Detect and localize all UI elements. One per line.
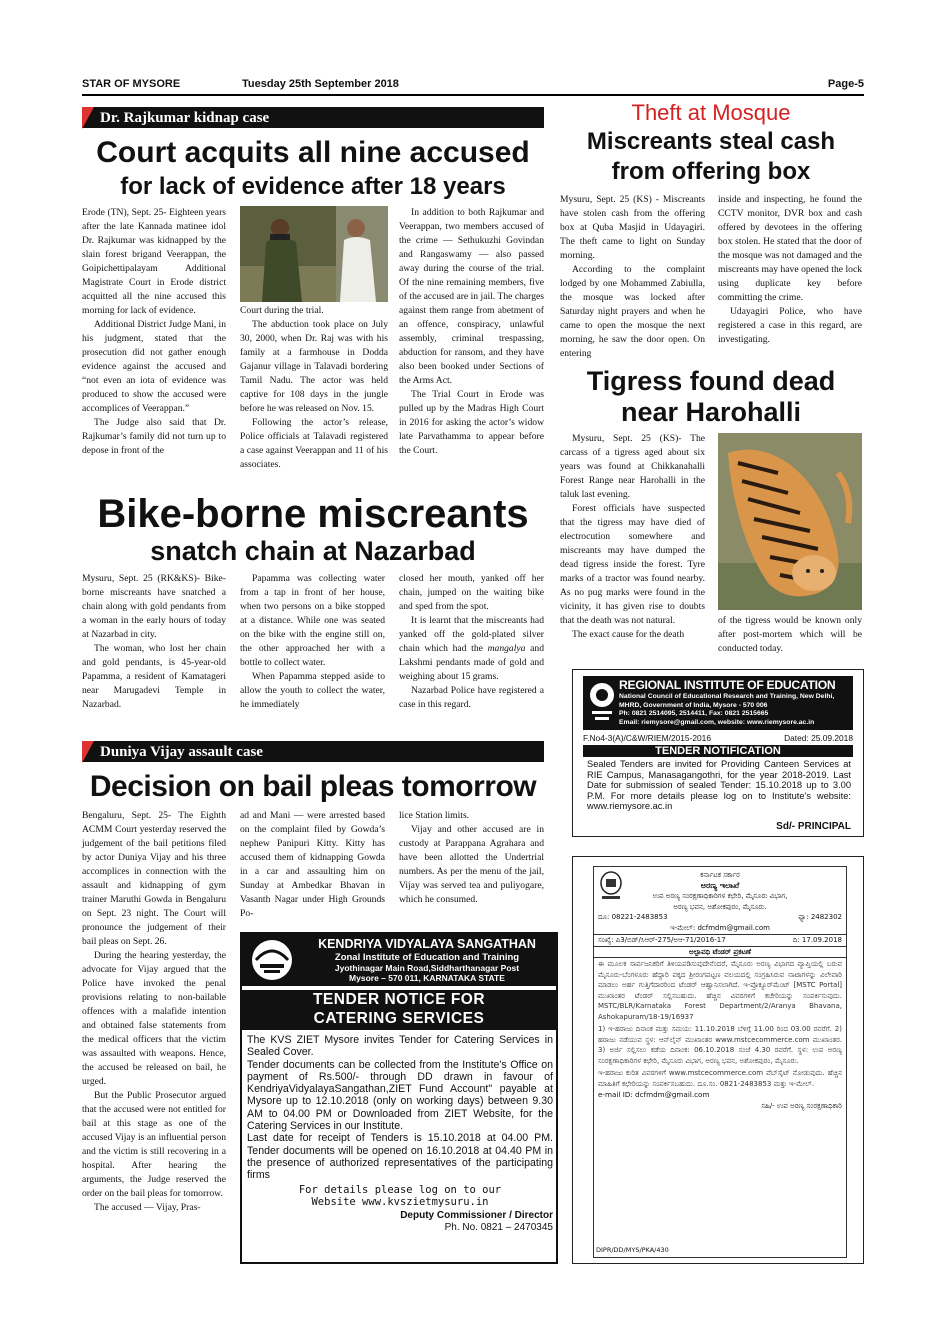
rie-ref: F.No4-3(A)/C&W/RIEM/2015-2016 xyxy=(583,733,711,743)
paragraph: Court during the trial. xyxy=(240,305,324,316)
kvs-website: Website www.kvszietmysuru.in xyxy=(311,1195,489,1208)
kvs-heading-line2: CATERING SERVICES xyxy=(313,1010,485,1027)
paragraph: Udayagiri Police, who have registered a case in this regard, are investigating. xyxy=(718,306,862,345)
forest-body2: 1) ಇ-ಹರಾಜು ದಿನಾಂಕ ಮತ್ತು ಸಮಯ: 11.10.2018 ಬೆಳಿಗ್ಗೆ 11.00 ರಿಂದ 03.00 ರವರೆಗೆ. 2) ಹರಾಜು ನಡೆಯುವ ಸ್ಥಳ: ಆನ್‌ಲೈನ್ ಮುಖಾಂತರ www.mstcecommerce.com ಮುಖಾಂತರ. 3) ಅರ್ಜಿ ಸಲ್ಲಿಸಲು ಕಡೆಯ ದಿನಾಂಕ: 06.10.2018 ಸಂಜೆ 4.30 ರವರೆಗೆ. ಸ್ಥಳ: ಉಪ ಅರಣ್ಯ ಸಂರಕ್ಷಣಾಧಿಕಾರಿಗಳ ಕಛೇರಿ, ಮೈಸೂರು ವಿಭಾಗ, ಅರಣ್ಯ ಭವನ, ಅಶೋಕಪುರಂ, ಮೈಸೂರು. xyxy=(598,1025,842,1065)
story4-col3 xyxy=(399,572,544,712)
kvs-details: For details please log on to our xyxy=(298,1183,502,1196)
forest-heading: ಅಲ್ಪಾವಧಿ ಟೆಂಡರ್ ಪ್ರಕಟಣೆ xyxy=(594,947,846,959)
story2-col2 xyxy=(718,193,862,347)
kvs-tender-ad xyxy=(240,932,558,1264)
paragraph: lice Station limits. xyxy=(399,810,470,821)
story1-subheadline: for lack of evidence after 18 years xyxy=(120,173,506,200)
forest-l4: ಅರಣ್ಯ ಭವನ, ಅಶೋಕಪುರಂ, ಮೈಸೂರು. xyxy=(673,902,767,911)
paper-name: STAR OF MYSORE xyxy=(82,78,181,90)
paragraph: According to the complaint lodged by one Mohammed Zabiulla, the mosque was locked after Saturday night prayers and when he came to open the mosque the next morning, he saw the door open. On entering xyxy=(560,264,705,359)
story5-col1 xyxy=(82,809,226,1215)
paragraph: In addition to both Rajkumar and Veerappan, two members accused of the crime — Sethukuzhi Govindan and Rangaswamy — also passed away during the course of the trial. Of the nine remaining members, five of the accused are in jail. The charges against them range from abetment of an offence, conspiracy, unlawful assembly, criminal trespassing, abduction for ransom, and they have also been booked under Sections of the Arms Act. xyxy=(399,207,544,386)
kvs-logo-icon xyxy=(248,938,296,982)
paragraph: The exact cause for the death xyxy=(572,629,685,640)
paragraph: Mysuru, Sept. 25 (RK&KS)- Bike-borne miscreants have snatched a chain along with gold pendants from a woman in the early hours of today at Nazarbad in city. xyxy=(82,573,226,640)
story2-subheadline: from offering box xyxy=(611,158,811,185)
kvs-sub1: Zonal Institute of Education and Training xyxy=(334,952,520,963)
story4-subheadline: snatch chain at Nazarbad xyxy=(150,536,476,566)
paragraph: inside and inspecting, he found the CCTV monitor, DVR box and cash offered by devotees in the offering box stolen. He stated that the door of the mosque was not damaged and the miscreants may have opened the lock using duplicate key before committing the crime. xyxy=(718,194,862,303)
kvs-heading xyxy=(242,990,556,1030)
kvs-sign: Deputy Commissioner / Director xyxy=(400,1210,553,1222)
kvs-sub3: Mysore – 570 011, KARNATAKA STATE xyxy=(349,973,505,983)
story4-col1 xyxy=(82,572,226,712)
rie-body: Sealed Tenders are invited for Providing Canteen Services at RIE Campus, Manasagangothri, for the year 2018-2019. Last Date for submission of sealed Tender: 15.10.2018 up to 3.00 P.M. For more details please log on to Institute's website: www.riemysore.ac.in xyxy=(587,759,851,812)
kvs-sub2: Jyothinagar Main Road,Siddharthanagar Post xyxy=(334,963,520,973)
story5-kicker: Duniya Vijay assault case xyxy=(82,741,544,762)
paragraph: Following the actor’s release, Police officials at Talavadi registered a case against Veerappan and 11 of his associates. xyxy=(240,417,388,470)
story5-col2 xyxy=(240,809,385,921)
paragraph: The woman, who lost her chain and gold pendants, is 45-year-old Papamma, a resident of Kamatageri near Marugadevi Temple in Nazarbad. xyxy=(82,643,226,710)
kvs-paragraph: Last date for receipt of Tenders is 15.10.2018 at 04.00 PM. Tender documents will be opened on 16.10.2018 at 04.40 PM in the presence of authorized representatives of the participating firms xyxy=(247,1132,553,1182)
forest-sign: ಸಹಿ/- ಉಪ ಅರಣ್ಯ ಸಂರಕ್ಷಣಾಧಿಕಾರಿ xyxy=(761,1101,842,1110)
text-run-italic: mangalya xyxy=(487,643,526,654)
story2-col1 xyxy=(560,193,705,361)
rie-header xyxy=(583,676,853,730)
kvs-header xyxy=(242,934,556,986)
kvs-phone: Ph. No. 0821 – 2470345 xyxy=(444,1222,553,1234)
paragraph: Forest officials have suspected that the tigress may have died of electrocution somewhere and miscreants may have dumped the dead tigress inside the forest. Tyre marks of a tractor was found nearby. As no pug marks were found in the vicinity, it has given rise to doubts that the death was not natural. xyxy=(560,503,705,626)
story5-col3 xyxy=(399,809,544,907)
story2-headline: Miscreants steal cash xyxy=(586,128,836,155)
forest-tender-ad xyxy=(572,856,864,1264)
forest-l1: ಕರ್ನಾಟಕ ಸರ್ಕಾರ xyxy=(700,871,740,879)
paragraph: Vijay and other accused are in custody at Parappana Agrahara and have been allotted the Undertrial numbers. As per the menu of the jail, Vijay was served tea and puliyogare, which he consumed. xyxy=(399,824,544,905)
story5-headline: Decision on bail pleas tomorrow xyxy=(89,770,537,803)
rie-line4: Email: riemysore@gmail.com, website: www.riemysore.ac.in xyxy=(619,718,815,726)
kvs-body xyxy=(247,1034,553,1235)
rie-sign: Sd/- PRINCIPAL xyxy=(776,821,851,832)
paragraph: Additional District Judge Mani, in his judgment, stated that the prosecution did not gather enough evidence against the accused and “not even an iota of evidence was produced to show the accused were accomplices of Veerappan.” xyxy=(82,319,226,414)
forest-code: DIPR/DD/MYS/PKA/430 xyxy=(596,1245,669,1254)
forest-date: ದಿ: 17.09.2018 xyxy=(792,935,842,944)
paragraph: The Judge also said that Dr. Rajkumar’s family did not turn up to depose in front of the xyxy=(82,417,226,456)
rie-line1: National Council of Educational Research and Training, New Delhi, xyxy=(619,693,835,700)
story1-col1 xyxy=(82,206,226,458)
masthead-rule xyxy=(82,94,864,96)
paragraph: Bengaluru, Sept. 25- The Eighth ACMM Court yesterday reserved the judgement of the bail petitions filed by actor Duniya Vijay and his three accomplices in connection with the assault and kidnapping of gym trainer Maruthi Gowda in Bengaluru on Sept. 23 night. The Court will pronounce the judgement of their bail pleas on Sept. 26. xyxy=(82,810,226,947)
text-run: It is learnt that the miscreants had yanked off the gold-plated silver chain which had the xyxy=(399,615,544,654)
forest-ref: ಸಂಖ್ಯೆ: ಪಿ3/ಬಿಡ್/ಸಿಆರ್-275/ಅಆ-71/2016-17 xyxy=(598,935,726,944)
paragraph: But the Public Prosecutor argued that the accused were not entitled for bail at this stage as one of the accused Vijay is an influential person and the victim is still recovering in a hospital. After hearing the arguments, the Judge reserved the order on the bail pleas for tomorrow. xyxy=(82,1090,226,1199)
rie-line3: Ph: 0821 2514095, 2514411, Fax: 0821 2515665 xyxy=(619,710,769,717)
forest-ref-row xyxy=(594,935,846,947)
rajkumar-veerappan-photo xyxy=(240,206,388,302)
kvs-paragraph: The KVS ZIET Mysore invites Tender for Catering Services in Sealed Cover. xyxy=(247,1034,553,1059)
story3-subheadline: near Harohalli xyxy=(620,397,802,427)
forest-email2: e-mail ID: dcfmdm@gmail.com xyxy=(598,1090,710,1099)
rie-tender-ad xyxy=(572,669,864,837)
forest-body1: ಈ ಮೂಲಕ ಸಾರ್ವಜನಿಕರಿಗೆ ತಿಳಿಯಪಡಿಸುವುದೇನೆಂದರೆ, ಮೈಸೂರು ಅರಣ್ಯ ವಿಭಾಗದ ವ್ಯಾಪ್ತಿಯಲ್ಲಿ ಬರುವ ಮೈಸೂರು-ಬೆಂಗಳೂರು ಹೆದ್ದಾರಿ ಪಕ್ಕದ ಶ್ರೀರಂಗಪಟ್ಟಣ ವಲಯದಲ್ಲಿ ಸಂಗ್ರಹಿಸಿರುವ ನಾಟಾಗಳನ್ನು ವಿಲೇವಾರಿ ಮಾಡಲು ಅರ್ಹ ಗುತ್ತಿಗೆದಾರರಿಂದ ಟೆಂಡರ್ ಆಹ್ವಾನಿಸಲಾಗಿದೆ. ಇ-ಪ್ರೊಕ್ಯೂರ್‌ಮೆಂಟ್ [MSTC Portal] ಮುಖಾಂತರ ಟೆಂಡರ್ ಸಲ್ಲಿಸಬಹುದು. ಹೆಚ್ಚಿನ ವಿವರಗಳಿಗೆ ಕಚೇರಿಯನ್ನು ಸಂಪರ್ಕಿಸುವುದು. MSTC/BLR/Karnataka Forest Department/2/Aranya Bhavana, Ashokapuram/18-19/16937 xyxy=(598,960,842,1021)
forest-body3: ಇ-ಹರಾಜು ಕುರಿತ ವಿವರಗಳಿಗೆ www.mstcecommerce.com ವೆಬ್‌ಸೈಟ್ ನೋಡುವುದು. ಹೆಚ್ಚಿನ ಮಾಹಿತಿಗೆ ಕಛೇರಿಯನ್ನು ಸಂಪರ್ಕಿಸಬಹುದು. ದೂ.ಸಂ. 0821-2483853 ಮತ್ತು ಇ-ಮೇಲ್. xyxy=(598,1069,842,1088)
story4-col2 xyxy=(240,572,385,712)
paragraph: Nazarbad Police have registered a case in this regard. xyxy=(399,685,544,710)
karnataka-emblem-icon xyxy=(598,871,624,901)
forest-ad-inner xyxy=(593,866,847,1258)
story3-col1 xyxy=(560,432,705,642)
paragraph: ad and Mani — were arrested based on the complaint filed by Gowda’s nephew Panipuri Kitty. Kitty has accused them of kidnapping Gowda in a car and assaulting him on Sunday at Ambedkar Bhavan in Vasanth Nagar under High Grounds Po- xyxy=(240,810,385,919)
rie-dated: Dated: 25.09.2018 xyxy=(784,733,853,743)
kvs-title: KENDRIYA VIDYALAYA SANGATHAN xyxy=(318,937,536,951)
rie-ref-row xyxy=(583,733,853,743)
story3-col2 xyxy=(718,614,862,656)
kvs-paragraph: Tender documents can be collected from the Institute's Office on payment of Rs.500/- through DD drawn in favour of KendriyaVidyalayaSangathan,ZIET Fund Account" payable at Mysore up to 12.10.2018 (only on working days) between 9.30 AM to 04.00 PM or Downloaded from ZIET Website, for the Catering Services in our Institute. xyxy=(247,1058,553,1133)
forest-phone2: ಫ್ಯಾ: 2482302 xyxy=(798,913,842,921)
kvs-heading-line1: TENDER NOTICE FOR xyxy=(312,991,486,1008)
paragraph: Mysuru, Sept. 25 (KS)- The carcass of a tigress aged about six years was found at Chikkanahalli Forest Range near Harohalli in the taluk last evening. xyxy=(560,433,705,500)
rie-address xyxy=(619,693,851,727)
story1-col2 xyxy=(240,304,388,472)
story1-col3 xyxy=(399,206,544,458)
issue-date: Tuesday 25th September 2018 xyxy=(242,78,399,90)
paragraph: closed her mouth, yanked off her chain, jumped on the waiting bike and sped from the spot. xyxy=(399,573,544,612)
text-run: and Lakshmi pendants made of gold and weighing about 15 grams. xyxy=(399,643,544,682)
story3-headline: Tigress found dead xyxy=(586,366,836,396)
paragraph: During the hearing yesterday, the advocate for Vijay argued that the Police have invoked the penal provisions relating to non-bailable offences with a malafide intention and obtained false statements from the medical officers that the victim was assaulted with weapons. Hence, the accused be released on bail, he urged. xyxy=(82,950,226,1087)
story1-headline: Court acquits all nine accused xyxy=(96,136,530,169)
story1-kicker: Dr. Rajkumar kidnap case xyxy=(82,107,544,128)
paragraph: The Trial Court in Erode was pulled up by the Madras High Court in 2016 for asking the actor’s widow late Parvathamma to appear before the Court. xyxy=(399,389,544,456)
paragraph: Erode (TN), Sept. 25- Eighteen years after the late Kannada matinee idol Dr. Rajkumar was kidnapped by the slain forest brigand Veerappan, the Goipichettipalayam Additional Magistrate Court in Erode district acquitted all the nine accused this morning for lack of evidence. xyxy=(82,207,226,316)
paragraph: The abduction took place on July 30, 2000, when Dr. Raj was with his family at a farmhouse in Dodda Gajanur village in Talavadi bordering Tamil Nadu. The actor was held captive for 108 days in the jungle before he was released on Nov. 15. xyxy=(240,319,388,414)
forest-l3: ಉಪ ಅರಣ್ಯ ಸಂರಕ್ಷಣಾಧಿಕಾರಿಗಳ ಕಛೇರಿ, ಮೈಸೂರು ವಿಭಾಗ, xyxy=(652,892,788,900)
page-number: Page-5 xyxy=(827,78,864,90)
forest-l2: ಅರಣ್ಯ ಇಲಾಖೆ xyxy=(700,880,740,890)
forest-email: ಇ-ಮೇಲ್: dcfmdm@gmail.com xyxy=(594,923,846,935)
paragraph: When Papamma stepped aside to allow the youth to collect the water, he immediately xyxy=(240,671,385,710)
dead-tigress-photo xyxy=(718,433,862,610)
paragraph xyxy=(399,614,544,684)
rie-line2: MHRD, Government of India, Mysore - 570 006 xyxy=(619,701,768,709)
paragraph: Mysuru, Sept. 25 (KS) - Miscreants have stolen cash from the offering box at Quba Masjid in Udayagiri. The theft came to light on Sunday morning. xyxy=(560,194,705,261)
rie-title: REGIONAL INSTITUTE OF EDUCATION xyxy=(619,678,836,692)
forest-phone-row xyxy=(594,912,846,923)
paragraph: of the tigress would be known only after post-mortem which will be conducted today. xyxy=(718,615,862,654)
rie-heading: TENDER NOTIFICATION xyxy=(583,745,853,757)
paragraph: The accused — Vijay, Pras- xyxy=(94,1202,201,1213)
masthead xyxy=(82,78,864,94)
paragraph: Papamma was collecting water from a tap in front of her house, when two persons on a bike stopped at a distance. While one was seated on the bike with the engine still on, the other approached her with a bottle to collect water. xyxy=(240,573,385,668)
story4-headline: Bike-borne miscreants xyxy=(97,492,529,536)
story2-kicker: Theft at Mosque xyxy=(631,100,791,125)
ncert-logo-icon xyxy=(587,681,617,725)
forest-phone1: ದೂ: 08221-2483853 xyxy=(598,913,668,921)
